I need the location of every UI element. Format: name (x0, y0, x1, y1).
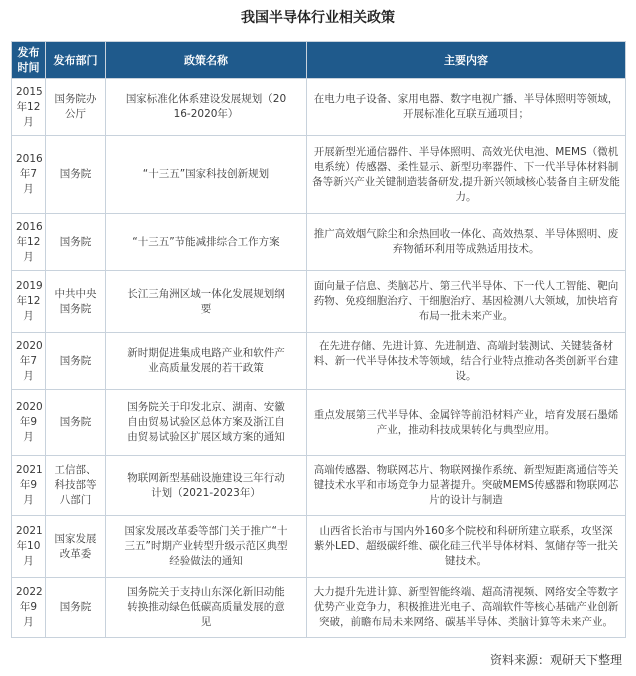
cell-dept: 工信部、 科技部等 八部门 (46, 456, 106, 516)
cell-dept: 中共中央 国务院 (46, 271, 106, 333)
table-header-row (12, 42, 626, 79)
cell-content: 开展新型光通信器件、半导体照明、高效光伏电池、MEMS（微机 电系统）传感器、柔性显示、新型功率器件、下一代半导体材料制 备等新兴产业关键制造装备研发,提升新兴领域核心装备自主研发能 力。 (307, 136, 626, 214)
cell-policy-name: 新时期促进集成电路产业和软件产 业高质量发展的若干政策 (106, 333, 307, 390)
cell-policy-name: 国务院关于印发北京、湖南、安徽 自由贸易试验区总体方案及浙江自 由贸易试验区扩展区域方案的通知 (106, 390, 307, 456)
table-row (12, 516, 626, 578)
header-content: 主要内容 (307, 42, 626, 79)
cell-date: 2020 年9 月 (12, 390, 46, 456)
page-title: 我国半导体行业相关政策 (241, 10, 395, 26)
cell-dept: 国务院 (46, 214, 106, 271)
cell-date: 2015 年12 月 (12, 79, 46, 136)
table-row (12, 271, 626, 333)
cell-date: 2022 年9 月 (12, 578, 46, 638)
cell-policy-name: “十三五”节能减排综合工作方案 (106, 214, 307, 271)
cell-dept: 国家发展 改革委 (46, 516, 106, 578)
cell-policy-name: 长江三角洲区域一体化发展规划纲 要 (106, 271, 307, 333)
cell-policy-name: 国务院关于支持山东深化新旧动能 转换推动绿色低碳高质量发展的意 见 (106, 578, 307, 638)
cell-policy-name: 物联网新型基础设施建设三年行动 计划（2021-2023年） (106, 456, 307, 516)
table-row (12, 136, 626, 214)
cell-content: 推广高效烟气除尘和余热回收一体化、高效热泵、半导体照明、废 弃物循环利用等成熟适用技术。 (307, 214, 626, 271)
cell-content: 面向量子信息、类脑芯片、第三代半导体、下一代人工智能、靶向 药物、免疫细胞治疗、干细胞治疗、基因检测八大领域，加快培育 布局一批未来产业。 (307, 271, 626, 333)
cell-content: 大力提升先进计算、新型智能终端、超高清视频、网络安全等数字 优势产业竞争力，积极推进光电子、高端软件等核心基础产业创新 突破，前瞻布局未来网络、碳基半导体、类脑计算等未来产业。 (307, 578, 626, 638)
header-name: 政策名称 (106, 42, 307, 79)
table-row (12, 214, 626, 271)
cell-date: 2021 年9 月 (12, 456, 46, 516)
cell-dept: 国务院办 公厅 (46, 79, 106, 136)
table-row (12, 456, 626, 516)
cell-dept: 国务院 (46, 390, 106, 456)
cell-dept: 国务院 (46, 333, 106, 390)
cell-date: 2016 年7 月 (12, 136, 46, 214)
cell-content: 在先进存储、先进计算、先进制造、高端封装测试、关键装备材 料、新一代半导体技术等领域，结合行业特点推动各类创新平台建 设。 (307, 333, 626, 390)
cell-content: 山西省长治市与国内外160多个院校和科研所建立联系，攻坚深 紫外LED、超级碳纤维、碳化硅三代半导体材料、氢储存等一批关 键技术。 (307, 516, 626, 578)
header-dept: 发布部门 (46, 42, 106, 79)
table-row (12, 79, 626, 136)
cell-dept: 国务院 (46, 136, 106, 214)
header-date: 发布 时间 (12, 42, 46, 79)
cell-content: 重点发展第三代半导体、金属锌等前沿材料产业，培育发展石墨烯 产业，推动科技成果转化与典型应用。 (307, 390, 626, 456)
cell-date: 2016 年12 月 (12, 214, 46, 271)
cell-date: 2021 年10 月 (12, 516, 46, 578)
cell-policy-name: “十三五”国家科技创新规划 (106, 136, 307, 214)
table-row (12, 578, 626, 638)
table-row (12, 333, 626, 390)
cell-dept: 国务院 (46, 578, 106, 638)
policy-table (11, 41, 626, 638)
cell-content: 高端传感器、物联网芯片、物联网操作系统、新型短距离通信等关 键技术水平和市场竞争力显著提升。突破MEMS传感器和物联网芯 片的设计与制造 (307, 456, 626, 516)
table-row (12, 390, 626, 456)
cell-content: 在电力电子设备、家用电器、数字电视广播、半导体照明等领域， 开展标准化互联互通项目； (307, 79, 626, 136)
cell-policy-name: 国家发展改革委等部门关于推广“十 三五”时期产业转型升级示范区典型 经验做法的通知 (106, 516, 307, 578)
cell-policy-name: 国家标准化体系建设发展规划（20 16-2020年） (106, 79, 307, 136)
cell-date: 2020 年7 月 (12, 333, 46, 390)
source-note: 资料来源：观研天下整理 (489, 653, 622, 667)
cell-date: 2019 年12 月 (12, 271, 46, 333)
